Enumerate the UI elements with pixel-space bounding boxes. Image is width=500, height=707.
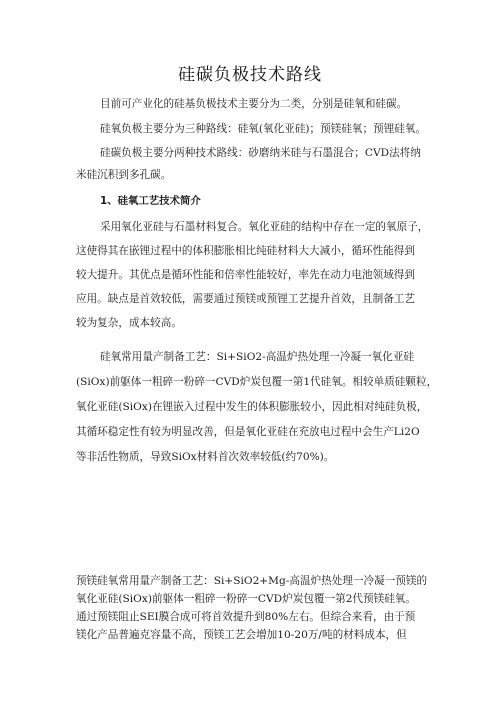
section1-line-2: 这使得其在嵌锂过程中的体积膨胀相比纯硅材料大大减小，循环性能得到 — [76, 245, 415, 257]
section1-line-3: 较大提升。其优点是循环性能和倍率性能较好，率先在动力电池领域得到 — [76, 269, 415, 281]
section1-line-1: 采用氧化亚硅与石墨材料复合。氧化亚硅的结构中存在一定的氧原子， — [100, 221, 429, 233]
section3-line-4: 镁化产品普遍克容量不高，预镁工艺会增加10-20万/吨的材料成本，但 — [76, 629, 407, 641]
section1-line-5: 较为复杂，成本较高。 — [76, 317, 182, 329]
document-title: 硅碳负极技术路线 — [178, 65, 322, 85]
intro-line-4: 米硅沉积到多孔碳。 — [76, 169, 172, 181]
section2-line-3: 氧化亚硅(SiOx)在锂嵌入过程中发生的体积膨胀较小，因此相对纯硅负极， — [76, 401, 428, 413]
intro-line-3: 硅碳负极主要分两种技术路线：砂磨纳米硅与石墨混合；CVD法将纳 — [100, 147, 421, 159]
section2-line-5: 等非活性物质，导致SiOx材料首次效率较低(约70%)。 — [76, 451, 335, 463]
section3-line-1: 预镁硅氧常用量产制备工艺：Si+SiO2+Mg-高温炉热处理一冷凝一预镁的 — [76, 575, 428, 587]
intro-line-1: 目前可产业化的硅基负极技术主要分为二类，分别是硅氧和硅碳。 — [100, 98, 408, 110]
section2-line-4: 其循环稳定性有较为明显改善，但是氧化亚硅在充放电过程中会生产Li2O — [76, 426, 420, 438]
section-heading: 1、硅氧工艺技术简介 — [100, 195, 201, 207]
section3-line-2: 氧化亚硅(SiOx)前躯体一粗碎一粉碎一CVD炉炭包覆一第2代预镁硅氧。 — [76, 593, 416, 605]
section2-line-2: (SiOx)前躯体一粗碎一粉碎一CVD炉炭包覆一第1代硅氧。相较单质硅颗粒， — [76, 376, 438, 388]
section1-line-4: 应用。缺点是首效较低，需要通过预镁或预锂工艺提升首效，且制备工艺 — [76, 293, 415, 305]
section3-line-3: 通过预镁阻止SEI膜合成可将首效提升到80%左右。但综合来看，由于预 — [76, 611, 416, 623]
intro-line-2: 硅氧负极主要分为三种路线：硅氧(氧化亚硅)；预镁硅氧；预锂硅氧。 — [100, 123, 427, 135]
section2-line-1: 硅氧常用量产制备工艺：Si+SiO2-高温炉热处理一冷凝一氧化亚硅 — [100, 351, 415, 363]
